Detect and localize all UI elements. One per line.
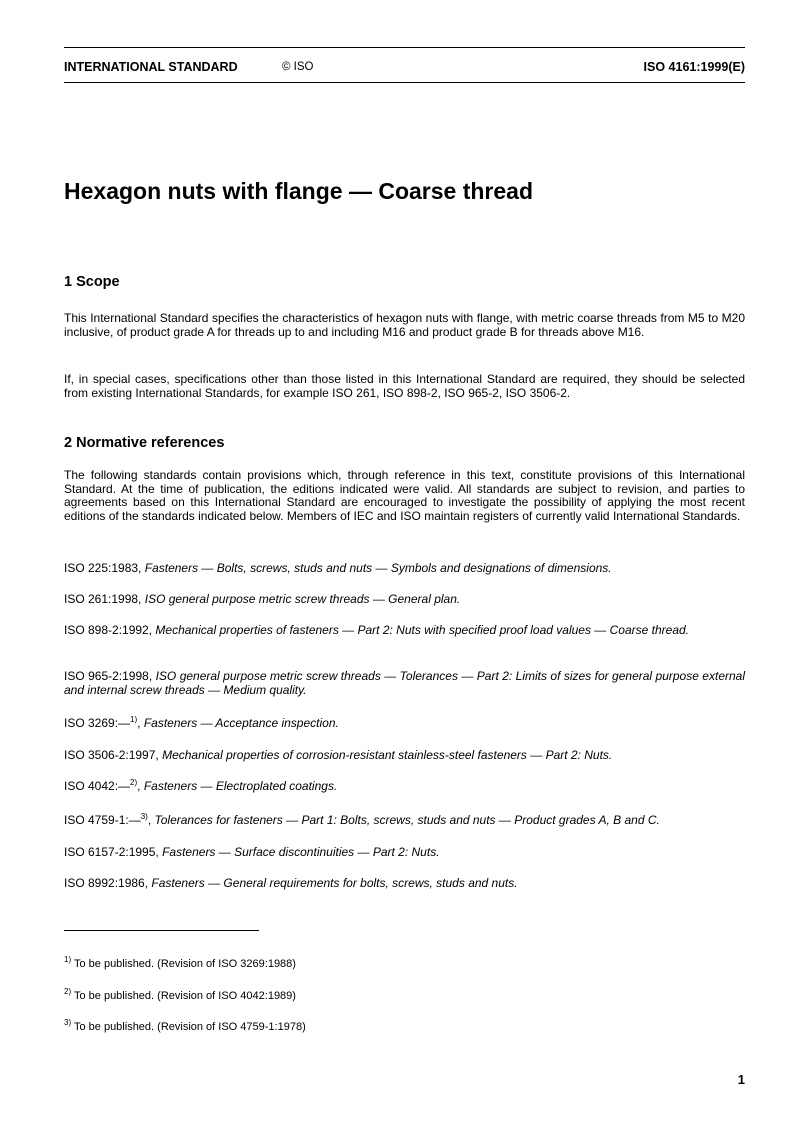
- footnote-text: To be published. (Revision of ISO 3269:1988): [71, 958, 296, 970]
- header-copyright: © ISO: [282, 61, 314, 73]
- header-standard-type: INTERNATIONAL STANDARD: [64, 60, 238, 74]
- section-heading-normative-references: 2 Normative references: [64, 435, 225, 451]
- reference-item: ISO 3269:—$^{1)}$, Fasteners — Acceptance inspection.: [64, 715, 339, 730]
- footnote-text: To be published. (Revision of ISO 4042:1989): [71, 990, 296, 1002]
- reference-item: ISO 4042:—$^{2)}$, Fasteners — Electroplated coatings.: [64, 778, 338, 793]
- scope-paragraph-1: This International Standard specifies the characteristics of hexagon nuts with flange, with metric coarse threads from M5 to M20 inclusive, of product grade A for threads up to and including M16 and product grade B for threads above M16.: [64, 311, 745, 339]
- scope-paragraph-2: If, in special cases, specifications other than those listed in this International Standard are required, they should be selected from existing International Standards, for example ISO 261, ISO 898-2, ISO 965-2, ISO 3506-2.: [64, 372, 745, 400]
- reference-code: ISO 261:1998,: [64, 592, 145, 606]
- page-header: [64, 47, 745, 83]
- reference-item: [64, 845, 745, 859]
- reference-item: [64, 748, 745, 762]
- footnote-mark: 2): [64, 987, 72, 996]
- reference-footnote-mark: 2): [130, 778, 138, 787]
- reference-code: ISO 898-2:1992,: [64, 623, 156, 637]
- header-standard-number: ISO 4161:1999(E): [643, 60, 745, 74]
- reference-title: Fasteners — General requirements for bolts, screws, studs and nuts.: [151, 876, 518, 890]
- reference-title: Fasteners — Bolts, screws, studs and nuts — Symbols and designations of dimensions.: [144, 561, 612, 575]
- reference-code: ISO 4759-1:—: [64, 813, 141, 827]
- footnote: [64, 1018, 306, 1033]
- reference-code: ISO 3506-2:1997,: [64, 748, 163, 762]
- reference-title: Fasteners — Acceptance inspection.: [143, 716, 339, 730]
- reference-title: Tolerances for fasteners — Part 1: Bolts, screws, studs and nuts — Product grades A, B and C.: [154, 813, 660, 827]
- reference-item: [64, 623, 745, 637]
- reference-title: ISO general purpose metric screw threads — General plan.: [144, 592, 461, 606]
- reference-title: Fasteners — Surface discontinuities — Part 2: Nuts.: [162, 845, 440, 859]
- reference-title: Fasteners — Electroplated coatings.: [143, 779, 338, 793]
- footnote: [64, 987, 296, 1002]
- reference-footnote-mark: 3): [140, 812, 148, 821]
- reference-code: ISO 6157-2:1995,: [64, 845, 163, 859]
- footnote-mark: 3): [64, 1018, 72, 1027]
- reference-code: ISO 965-2:1998,: [64, 669, 156, 683]
- reference-item: [64, 592, 745, 606]
- reference-title: ISO general purpose metric screw threads — Tolerances — Part 2: Limits of sizes for general purpose external and internal screw threads — Medium quality.: [64, 669, 745, 697]
- reference-code: ISO 225:1983,: [64, 561, 145, 575]
- reference-title: Mechanical properties of corrosion-resistant stainless-steel fasteners — Part 2: Nuts.: [162, 748, 613, 762]
- reference-item: [64, 669, 745, 697]
- normative-references-paragraph: The following standards contain provisions which, through reference in this text, constitute provisions of this International Standard. At the time of publication, the editions indicated were valid. All standards are subject to revision, and parties to agreements based on this International Standard are encouraged to investigate the possibility of applying the most recent editions of the standards indicated below. Members of IEC and ISO maintain registers of currently valid International Standards.: [64, 468, 745, 523]
- reference-code: ISO 8992:1986,: [64, 876, 152, 890]
- document-title: Hexagon nuts with flange — Coarse thread: [64, 178, 534, 204]
- page-number: 1: [737, 1072, 745, 1087]
- reference-title: Mechanical properties of fasteners — Part 2: Nuts with specified proof load values — Coarse thread.: [155, 623, 690, 637]
- reference-code: ISO 3269:—: [64, 716, 131, 730]
- footnote-divider: [64, 930, 259, 931]
- reference-item: [64, 876, 745, 890]
- section-heading-scope: 1 Scope: [64, 274, 120, 290]
- reference-item: [64, 561, 745, 575]
- reference-code: ISO 4042:—: [64, 779, 131, 793]
- reference-item: ISO 4759-1:—$^{3)}$, Tolerances for fasteners — Part 1: Bolts, screws, studs and nuts — Product grades A, B and C.: [64, 812, 660, 827]
- footnote: [64, 955, 296, 970]
- footnote-mark: 1): [64, 955, 72, 964]
- reference-footnote-mark: 1): [130, 715, 138, 724]
- footnote-text: To be published. (Revision of ISO 4759-1:1978): [71, 1021, 306, 1033]
